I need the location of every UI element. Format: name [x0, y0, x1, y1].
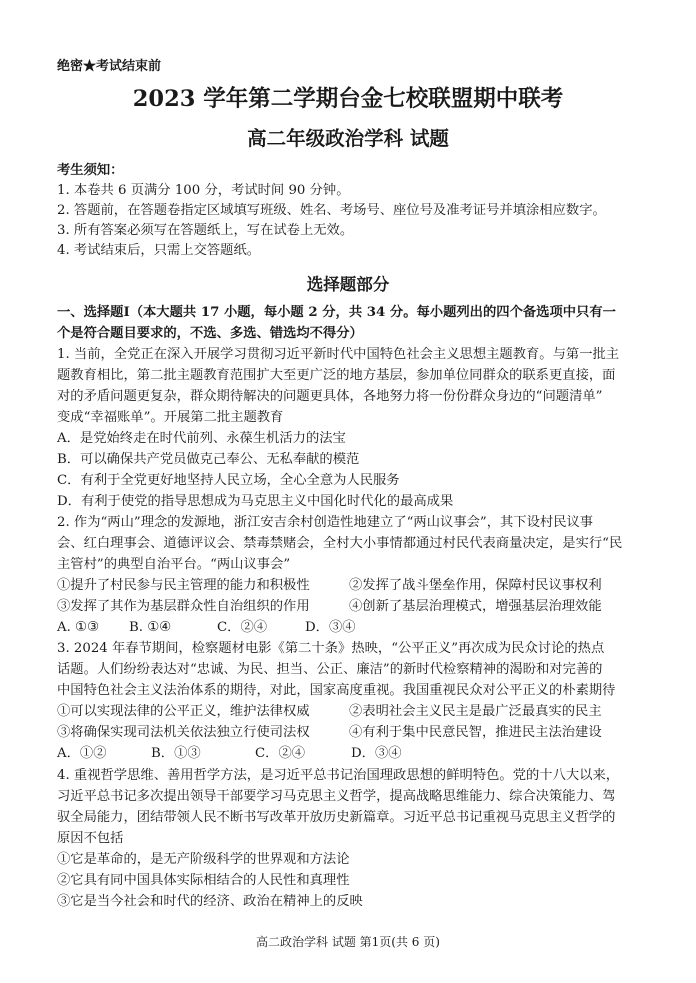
- q3-statement: ④有利于集中民意民智，推进民主法治建设: [349, 725, 602, 740]
- notice-item: 1. 本卷共 6 页满分 100 分，考试时间 90 分钟。: [57, 183, 350, 198]
- q4-statement: ①它是革命的，是无产阶级科学的世界观和方法论: [57, 852, 350, 867]
- exam-subtitle: 高二年级政治学科 试题: [247, 127, 449, 150]
- q1-stem-line: 题教育相比，第二批主题教育范围扩大至更广泛的地方基层，参加单位同群众的联系更直接，面: [57, 368, 616, 383]
- q2-statement: ②发挥了战斗堡垒作用，保障村民议事权利: [349, 578, 602, 593]
- q2-statements-row: [57, 576, 602, 596]
- exam-title: 2023 学年第二学期台金七校联盟期中联考: [132, 86, 564, 112]
- q2-statement: ④创新了基层治理模式，增强基层治理效能: [349, 599, 602, 614]
- q3-statements-row: [57, 702, 602, 722]
- q2-statement: ①提升了村民参与民主管理的能力和积极性: [57, 578, 310, 593]
- notice-item: 3. 所有答案必须写在答题纸上，写在试卷上无效。: [57, 223, 354, 238]
- q3-stem-line: 中国特色社会主义法治体系的期待，对此，国家高度重视。我国重视民众对公平正义的朴素期待: [57, 683, 616, 698]
- q1-option-b: B．可以确保共产党员做克己奉公、无私奉献的模范: [57, 452, 360, 467]
- q1-stem-line: 对的矛盾问题更复杂，群众期待解决的问题更具体，各地努力将一份份群众身边的“问题清单”: [57, 389, 603, 404]
- notice-heading: 考生须知：: [57, 163, 124, 178]
- part-heading-line: 一、选择题Ⅰ（本大题共 17 小题，每小题 2 分，共 34 分。每小题列出的四个备选项中只有一: [57, 305, 616, 320]
- q3-statements-row: [57, 723, 602, 743]
- q1-stem-line: 1. 当前，全党正在深入开展学习贯彻习近平新时代中国特色社会主义思想主题教育。与第一批主: [57, 347, 620, 362]
- q4-stem-line: 驭全局能力，团结带领人民不断书写改革开放历史新篇章。习近平总书记重视马克思主义哲学的: [57, 810, 616, 825]
- q1-option-c: C．有利于全党更好地坚持人民立场，全心全意为人民服务: [57, 473, 400, 488]
- q3-option-a: A．①②: [57, 746, 107, 761]
- q3-stem-line: 话题。人们纷纷表达对“忠诚、为民、担当、公正、廉洁”的新时代检察精神的渴盼和对完善的: [57, 662, 603, 677]
- q4-stem-line: 4. 重视哲学思维、善用哲学方法，是习近平总书记治国理政思想的鲜明特色。党的十八大以来，: [57, 768, 620, 783]
- page-footer: 高二政治学科 试题 第1页(共 6 页): [256, 935, 440, 949]
- part-heading-line: 个是符合题目要求的，不选、多选、错选均不得分）: [57, 326, 363, 341]
- q2-stem-line: 会、红白理事会、道德评议会、禁毒禁赌会，全村大小事情都通过村民代表商量决定，是实行“民: [57, 536, 623, 551]
- q4-stem-line: 习近平总书记多次提出领导干部要学习马克思主义哲学，提高战略思维能力、综合决策能力、驾: [57, 789, 616, 804]
- q3-statement: ②表明社会主义民主是最广泛最真实的民主: [349, 704, 602, 719]
- q2-statements-row: [57, 597, 602, 617]
- q3-options-row: [57, 744, 402, 764]
- notice-item: 4. 考试结束后，只需上交答题纸。: [57, 243, 261, 258]
- notice-item: 2. 答题前，在答题卷指定区域填写班级、姓名、考场号、座位号及准考证号并填涂相应数字。: [57, 203, 606, 218]
- q2-option-c: C．②④: [217, 620, 268, 635]
- q2-statement: ③发挥了其作为基层群众性自治组织的作用: [57, 599, 310, 614]
- q4-statement: ②它具有同中国具体实际相结合的人民性和真理性: [57, 873, 350, 888]
- q1-option-d: D．有利于使党的指导思想成为马克思主义中国化时代化的最高成果: [57, 494, 454, 509]
- q2-option-b: B. ①④: [129, 620, 172, 635]
- q3-statement: ③将确保实现司法机关依法独立行使司法权: [57, 725, 310, 740]
- q4-statement: ③它是当今社会和时代的经济、政治在精神上的反映: [57, 894, 363, 909]
- q1-stem-line: 变成“幸福账单”。开展第二批主题教育: [57, 410, 284, 425]
- q3-option-c: C．②④: [255, 746, 306, 761]
- q3-option-b: B．①③: [151, 746, 201, 761]
- q3-stem-line: 3. 2024 年春节期间，检察题材电影《第二十条》热映，“公平正义”再次成为民众讨论的热点: [57, 641, 605, 656]
- q2-option-a: A. ①③: [57, 620, 99, 635]
- q4-stem-line: 原因不包括: [57, 831, 124, 846]
- q2-stem-line: 主管村”的典型自治平台。“两山议事会”: [57, 557, 291, 572]
- secret-label: 绝密★考试结束前: [57, 59, 162, 74]
- q2-stem-line: 2. 作为“两山”理念的发源地，浙江安吉余村创造性地建立了“两山议事会”，其下设村民议事: [57, 515, 594, 530]
- q2-option-d: D．③④: [305, 620, 356, 635]
- q3-statement: ①可以实现法律的公平正义，维护法律权威: [57, 704, 310, 719]
- q3-option-d: D．③④: [351, 746, 402, 761]
- q2-options-row: [57, 618, 356, 638]
- q1-option-a: A．是党始终走在时代前列、永葆生机活力的法宝: [57, 431, 346, 446]
- section-title: 选择题部分: [306, 275, 390, 294]
